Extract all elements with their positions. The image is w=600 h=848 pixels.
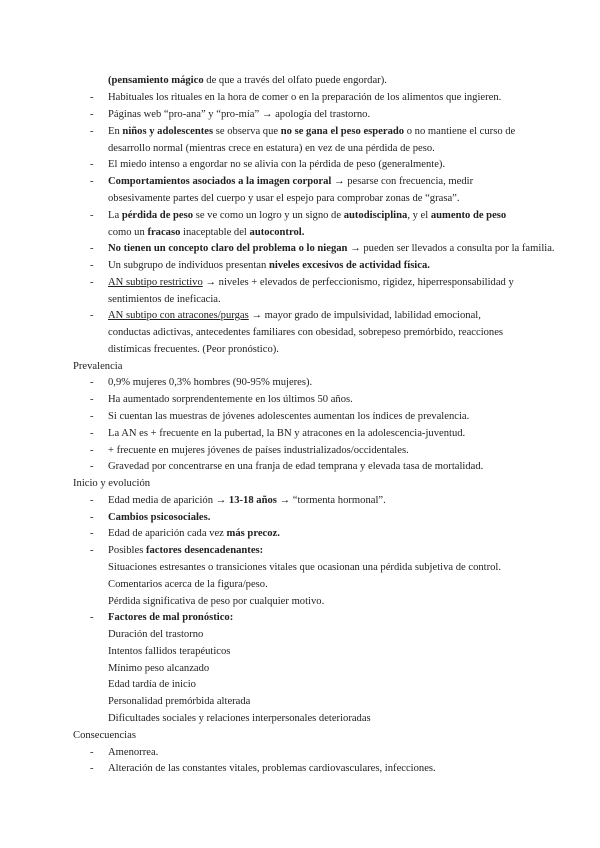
bullet-dash: - xyxy=(90,260,94,271)
bullet-dash: - xyxy=(90,461,94,472)
bullet-dash: - xyxy=(90,445,94,456)
bullet-dash: - xyxy=(90,747,94,758)
bullet-dash: - xyxy=(90,411,94,422)
bullet-dash: - xyxy=(90,612,94,623)
bullet-dash: - xyxy=(90,528,94,539)
bullet-dash: - xyxy=(90,545,94,556)
bullet-dash: - xyxy=(90,176,94,187)
bullet-dash: - xyxy=(90,495,94,506)
bullet-dash: - xyxy=(90,126,94,137)
bullet-dash: - xyxy=(90,243,94,254)
bullet-dash: - xyxy=(90,512,94,523)
bullet-dash: - xyxy=(90,277,94,288)
bullet-dash: - xyxy=(90,109,94,120)
bullet-dash: - xyxy=(90,210,94,221)
bullet-dash: - xyxy=(90,763,94,774)
bullet-dash: - xyxy=(90,92,94,103)
document-page: (pensamiento mágico de que a través del olfato puede engordar). - Habituales los rituales en la hora de comer o en la preparación de los alimentos que ingieren. - Páginas web “pro-ana” y “pro-mía” → apología del trastorno. - En niños y adolescentes se observa que no se gana el peso esperado o no mantiene el curso de desarrollo normal (mientras crece en estatura) en vez de una pérdida de peso. - El miedo intenso a engordar no se alivia con la pérdida de peso (generalmente). - Comportamientos asociados a la imagen corporal → pesarse con frecuencia, medir obsesivamente partes del cuerpo y usar el espejo para comprobar zonas de “grasa”. - La pérdida de peso se ve como un logro y un signo de autodisciplina, y el aumento de peso como un fracaso inaceptable del autocontrol. - No tienen un concepto claro del problema o lo niegan → pueden ser llevados a consulta por la familia. - Un subgrupo de individuos presentan niveles excesivos de actividad física. - AN subtipo restrictivo → niveles + elevados de perfeccionismo, rigidez, hiperresponsabilidad y sentimientos de ineficacia. - AN subtipo con atracones/purgas → mayor grado de impulsividad, labilidad emocional, conductas adictivas, antecedentes familiares con obesidad, sobrepeso premórbido, reacciones distímicas frecuentes. (Peor pronóstico). Prevalencia - 0,9% mujeres 0,3% hombres (90-95% mujeres). - Ha aumentado sorprendentemente en los últimos 50 años. - Si cuentan las muestras de jóvenes adolescentes aumentan los índices de prevalencia. - La AN es + frecuente en la pubertad, la BN y atracones en la adolescencia-juventud. - + frecuente en mujeres jóvenes de países industrializados/occidentales. - Gravedad por concentrarse en una franja de edad temprana y elevada tasa de mortalidad. Inicio y evolución - Edad media de aparición → 13-18 años → “tormenta hormonal”. - Cambios psicosociales. - Edad de aparición cada vez más precoz. - Posibles factores desencadenantes: Situaciones estresantes o transiciones vitales que ocasionan una pérdida subjetiva de control. Comentarios acerca de la figura/peso. Pérdida significativa de peso por cualquier motivo. - Factores de mal pronóstico: Duración del trastorno Intentos fallidos terapéuticos Mínimo peso alcanzado Edad tardía de inicio Personalidad premórbida alterada Dificultades sociales y relaciones interpersonales deterioradas Consecuencias - Amenorrea. - Alteración de las constantes vitales, problemas cardiovasculares, infecciones. xyxy=(0,0,600,848)
bullet-dash: - xyxy=(90,428,94,439)
bullet-dash: - xyxy=(90,310,94,321)
bullet-dash: - xyxy=(90,377,94,388)
bullet-dash: - xyxy=(90,159,94,170)
bullet-dash: - xyxy=(90,394,94,405)
